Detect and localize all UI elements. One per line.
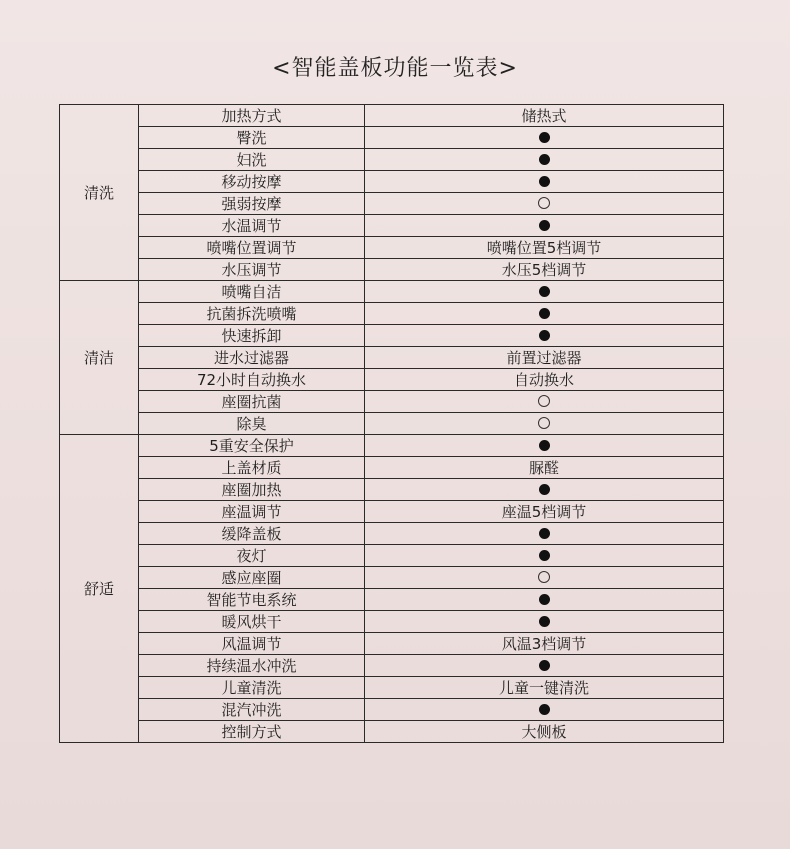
feature-value-cell: [365, 699, 724, 721]
feature-value-cell: [365, 215, 724, 237]
table-row: [60, 193, 724, 215]
feature-name-cell: 除臭: [139, 413, 365, 435]
feature-name-cell: 控制方式: [139, 721, 365, 743]
table-row: [60, 149, 724, 171]
hollow-circle-icon: [538, 417, 550, 429]
table-row: [60, 589, 724, 611]
category-cell: 清洗: [60, 105, 139, 281]
feature-name-cell: 加热方式: [139, 105, 365, 127]
feature-value-cell: [365, 193, 724, 215]
feature-name-cell: 水压调节: [139, 259, 365, 281]
feature-value-cell: 风温3档调节: [365, 633, 724, 655]
feature-name-cell: 喷嘴位置调节: [139, 237, 365, 259]
filled-circle-icon: [539, 550, 550, 561]
feature-value-cell: [365, 523, 724, 545]
feature-value-cell: [365, 655, 724, 677]
feature-value-cell: [365, 567, 724, 589]
feature-name-cell: 座圈加热: [139, 479, 365, 501]
feature-value-cell: [365, 281, 724, 303]
feature-name-cell: 智能节电系统: [139, 589, 365, 611]
feature-value-cell: [365, 149, 724, 171]
feature-name-cell: 喷嘴自洁: [139, 281, 365, 303]
feature-value-cell: 儿童一键清洗: [365, 677, 724, 699]
table-row: [60, 303, 724, 325]
filled-circle-icon: [539, 132, 550, 143]
filled-circle-icon: [539, 616, 550, 627]
category-cell: 清洁: [60, 281, 139, 435]
feature-value-cell: 大侧板: [365, 721, 724, 743]
feature-value-cell: 前置过滤器: [365, 347, 724, 369]
table-row: [60, 281, 724, 303]
feature-name-cell: 5重安全保护: [139, 435, 365, 457]
feature-name-cell: 臀洗: [139, 127, 365, 149]
filled-circle-icon: [539, 440, 550, 451]
feature-name-cell: 进水过滤器: [139, 347, 365, 369]
filled-circle-icon: [539, 660, 550, 671]
table-row: [60, 523, 724, 545]
filled-circle-icon: [539, 704, 550, 715]
feature-value-cell: 喷嘴位置5档调节: [365, 237, 724, 259]
feature-value-cell: 水压5档调节: [365, 259, 724, 281]
table-row: [60, 479, 724, 501]
feature-table-body: [60, 105, 724, 743]
feature-name-cell: 72小时自动换水: [139, 369, 365, 391]
feature-name-cell: 抗菌拆洗喷嘴: [139, 303, 365, 325]
table-row: [60, 127, 724, 149]
feature-name-cell: 移动按摩: [139, 171, 365, 193]
filled-circle-icon: [539, 330, 550, 341]
feature-name-cell: 暖风烘干: [139, 611, 365, 633]
feature-value-cell: [365, 303, 724, 325]
table-row: [60, 567, 724, 589]
table-row: [60, 677, 724, 699]
filled-circle-icon: [539, 286, 550, 297]
feature-name-cell: 座圈抗菌: [139, 391, 365, 413]
hollow-circle-icon: [538, 571, 550, 583]
feature-name-cell: 妇洗: [139, 149, 365, 171]
feature-value-cell: [365, 545, 724, 567]
table-row: [60, 171, 724, 193]
feature-value-cell: [365, 435, 724, 457]
table-row: [60, 699, 724, 721]
feature-value-cell: [365, 171, 724, 193]
feature-table: [59, 104, 724, 743]
feature-value-cell: 储热式: [365, 105, 724, 127]
filled-circle-icon: [539, 308, 550, 319]
feature-name-cell: 夜灯: [139, 545, 365, 567]
feature-name-cell: 水温调节: [139, 215, 365, 237]
filled-circle-icon: [539, 176, 550, 187]
feature-name-cell: 座温调节: [139, 501, 365, 523]
feature-name-cell: 上盖材质: [139, 457, 365, 479]
table-row: [60, 325, 724, 347]
feature-name-cell: 缓降盖板: [139, 523, 365, 545]
feature-value-cell: 自动换水: [365, 369, 724, 391]
category-cell: 舒适: [60, 435, 139, 743]
filled-circle-icon: [539, 528, 550, 539]
feature-name-cell: 混汽冲洗: [139, 699, 365, 721]
feature-value-cell: 脲醛: [365, 457, 724, 479]
feature-value-cell: [365, 413, 724, 435]
table-row: [60, 215, 724, 237]
table-row: [60, 545, 724, 567]
feature-name-cell: 风温调节: [139, 633, 365, 655]
hollow-circle-icon: [538, 395, 550, 407]
filled-circle-icon: [539, 220, 550, 231]
feature-value-cell: [365, 479, 724, 501]
table-row: [60, 655, 724, 677]
table-row: [60, 457, 724, 479]
feature-value-cell: [365, 589, 724, 611]
hollow-circle-icon: [538, 197, 550, 209]
table-row: [60, 633, 724, 655]
feature-name-cell: 快速拆卸: [139, 325, 365, 347]
table-row: [60, 501, 724, 523]
feature-name-cell: 感应座圈: [139, 567, 365, 589]
table-row: [60, 105, 724, 127]
feature-name-cell: 儿童清洗: [139, 677, 365, 699]
feature-value-cell: 座温5档调节: [365, 501, 724, 523]
table-row: [60, 435, 724, 457]
table-row: [60, 721, 724, 743]
table-row: [60, 413, 724, 435]
table-row: [60, 391, 724, 413]
filled-circle-icon: [539, 484, 550, 495]
feature-value-cell: [365, 611, 724, 633]
feature-value-cell: [365, 325, 724, 347]
page-title: <智能盖板功能一览表>: [272, 56, 518, 81]
feature-value-cell: [365, 391, 724, 413]
filled-circle-icon: [539, 154, 550, 165]
feature-value-cell: [365, 127, 724, 149]
table-row: [60, 237, 724, 259]
table-row: [60, 347, 724, 369]
table-row: [60, 369, 724, 391]
feature-name-cell: 持续温水冲洗: [139, 655, 365, 677]
filled-circle-icon: [539, 594, 550, 605]
table-row: [60, 259, 724, 281]
table-row: [60, 611, 724, 633]
feature-name-cell: 强弱按摩: [139, 193, 365, 215]
